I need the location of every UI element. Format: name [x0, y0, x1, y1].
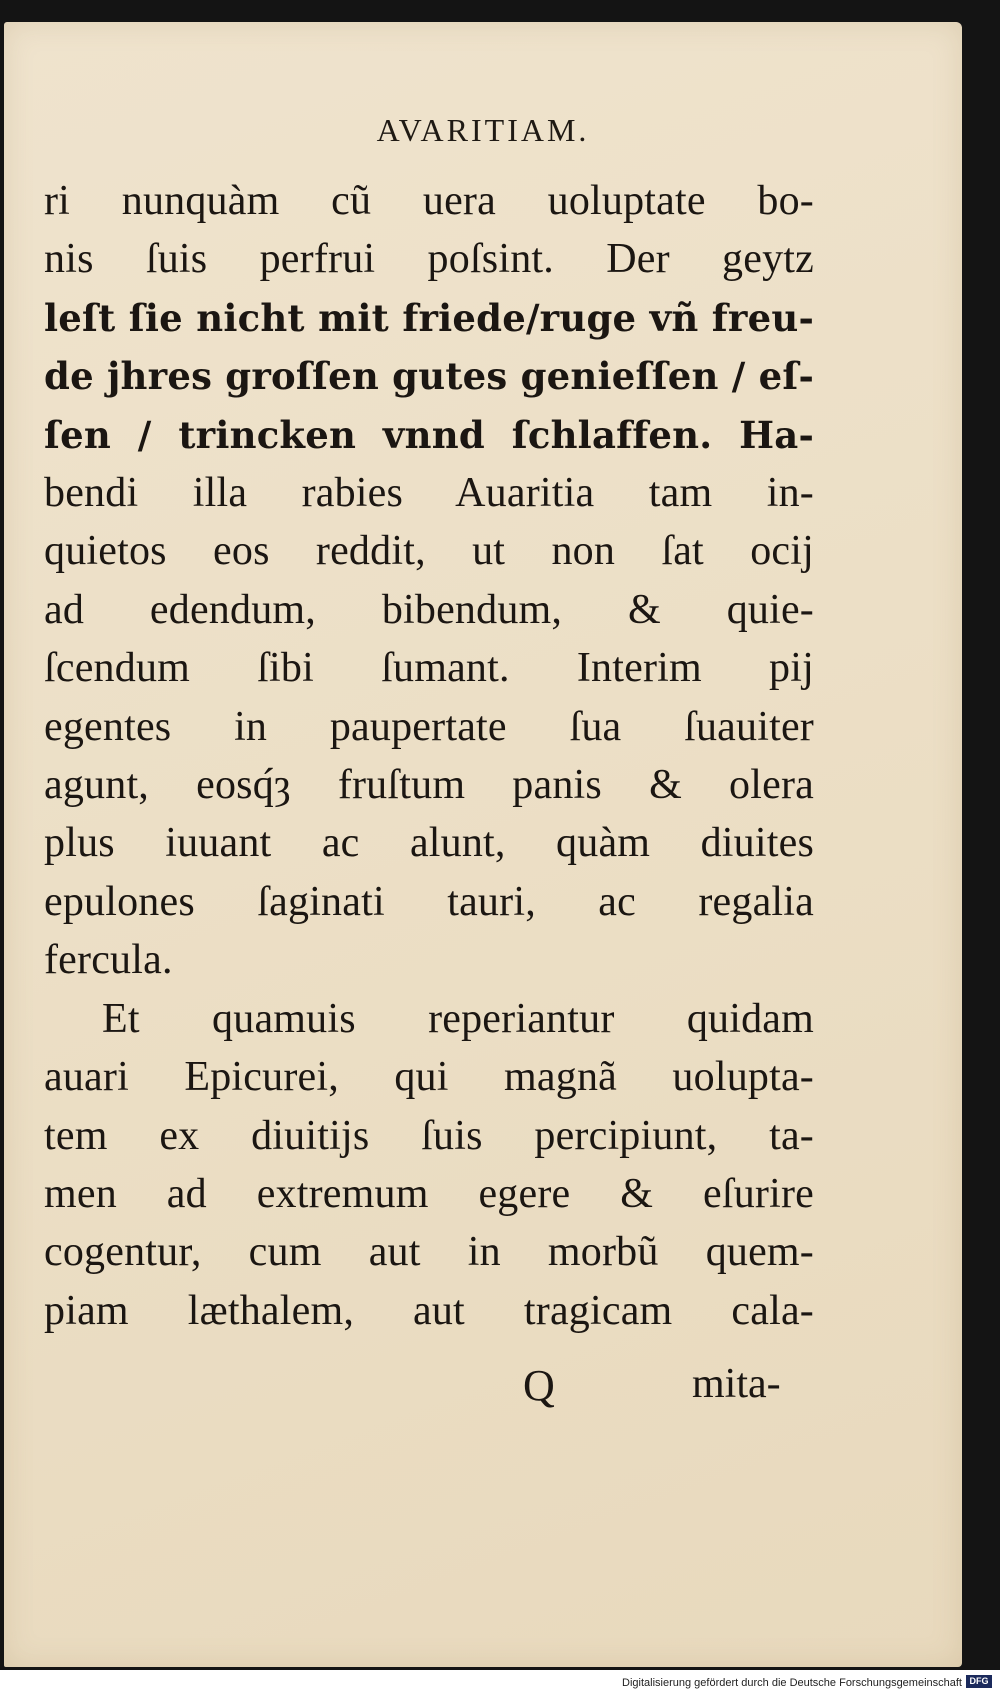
book-page	[4, 22, 962, 1667]
signature-mark: Q	[523, 1361, 555, 1410]
text-line: egentes in paupertate ſua ſuauiter	[44, 703, 814, 750]
text-line: agunt, eosq́ȝ fruſtum panis & olera	[44, 762, 814, 809]
text-line: men ad extremum egere & eſurire	[44, 1170, 814, 1217]
text-line: piam læthalem, aut tragicam cala-	[44, 1287, 814, 1334]
catchword: mita-	[692, 1361, 781, 1407]
text-line-blackletter: leſt ſie nicht mit friede/ruge vñ freu-	[44, 295, 814, 340]
text-line: bendi illa rabies Auaritia tam in-	[44, 470, 814, 517]
text-line: cogentur, cum aut in morbũ quem-	[44, 1229, 814, 1276]
dfg-logo-icon: DFG	[966, 1675, 992, 1688]
text-line-blackletter: ſen / trincken vnnd ſchlaffen. Ha-	[44, 412, 814, 457]
text-line: ſcendum ſibi ſumant. Interim pij	[44, 645, 814, 692]
digitization-credit: Digitalisierung gefördert durch die Deutsche Forschungsgemeinschaft	[622, 1677, 962, 1689]
text-line: fercula.	[44, 937, 173, 984]
text-line: auari Epicurei, qui magnã uolupta-	[44, 1054, 814, 1101]
text-line: plus iuuant ac alunt, quàm diuites	[44, 820, 814, 867]
text-line: tem ex diuitijs ſuis percipiunt, ta-	[44, 1112, 814, 1159]
digitization-footer	[0, 1670, 1000, 1692]
text-line-blackletter: de jhres groſſen gutes genieſſen / eſ-	[44, 354, 814, 399]
text-line: ad edendum, bibendum, & quie-	[44, 586, 814, 633]
text-line: ri nunquàm cũ uera uoluptate bo-	[44, 178, 814, 224]
running-head: AVARITIAM.	[376, 112, 590, 148]
text-line: epulones ſaginati tauri, ac regalia	[44, 878, 814, 925]
text-line: quietos eos reddit, ut non ſat ocij	[44, 528, 814, 575]
text-block	[44, 172, 814, 1340]
text-line: nis ſuis perfrui poſsint. Der geytz	[44, 236, 814, 283]
text-line-paragraph-start: Et quamuis reperiantur quidam	[102, 995, 814, 1042]
page-foot	[4, 1360, 962, 1420]
